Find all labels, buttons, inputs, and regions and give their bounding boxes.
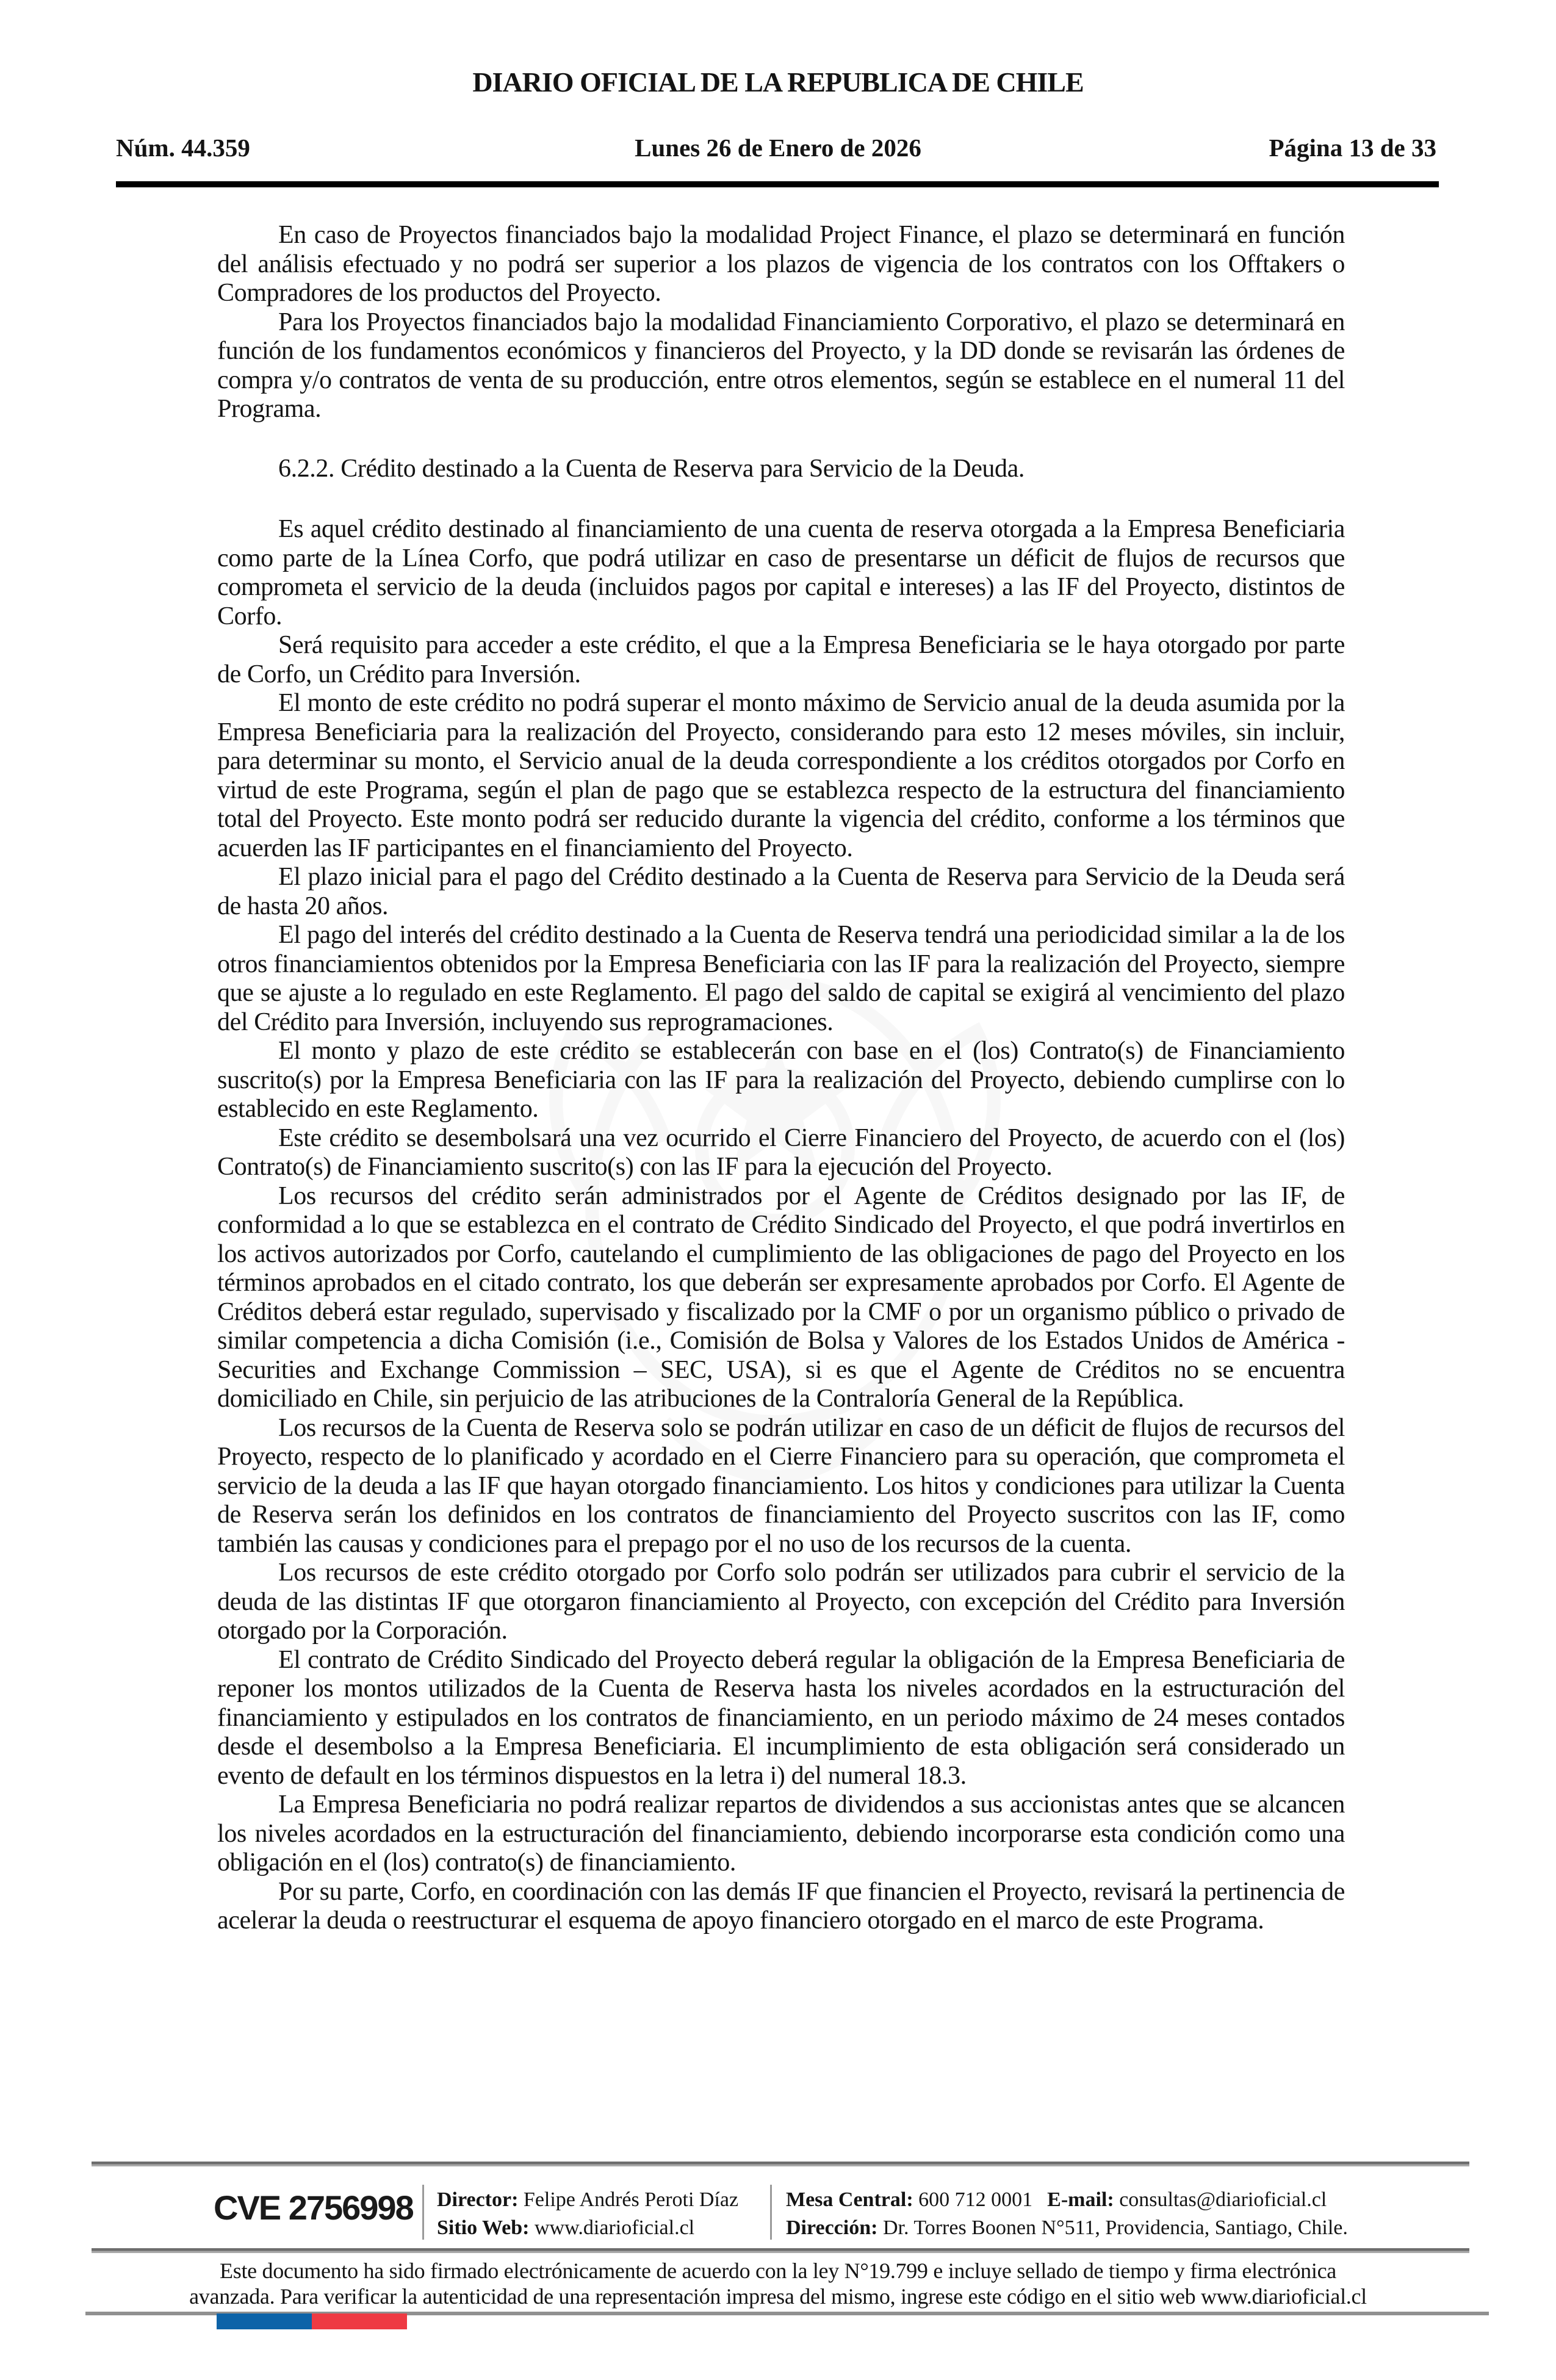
paragraph: Los recursos de la Cuenta de Reserva solo se podrán utilizar en caso de un déficit de flujos de recursos del Proyecto, respecto de lo planificado y acordado en el Cierre Financiero para su operación, que comprometa el servicio de la deuda a las IF que hayan otorgado financiamiento. Los hitos y condiciones para utilizar la Cuenta de Reserva serán los definidos en los contratos de financiamiento del Proyecto suscritos con las IF, como también las causas y condiciones para el prepago por el no uso de los recursos de la cuenta. xyxy=(217,1413,1345,1558)
website-line xyxy=(437,2214,738,2242)
disclaimer-line-2: avanzada. Para verificar la autenticidad de una representación impresa del mismo, ingrese este código en el sitio web www.diarioficial.cl xyxy=(189,2284,1367,2309)
paragraph: Para los Proyectos financiados bajo la modalidad Financiamiento Corporativo, el plazo se determinará en función de los fundamentos económicos y financieros del Proyecto, y la DD donde se revisarán las órdenes de compra y/o contratos de venta de su producción, entre otros elementos, según se establece en el numeral 11 del Programa. xyxy=(217,308,1345,423)
director-name: Felipe Andrés Peroti Díaz xyxy=(523,2188,739,2211)
paragraph: Este crédito se desembolsará una vez ocurrido el Cierre Financiero del Proyecto, de acuerdo con el (los) Contrato(s) de Financiamiento suscrito(s) con las IF para la ejecución del Proyecto. xyxy=(217,1123,1345,1181)
paragraph: Los recursos de este crédito otorgado por Corfo solo podrán ser utilizados para cubrir el servicio de la deuda de las distintas IF que otorgaron financiamiento al Proyecto, con excepción del Crédito para Inversión otorgado por la Corporación. xyxy=(217,1559,1345,1645)
address-line xyxy=(786,2214,1348,2242)
address-value: Dr. Torres Boonen N°511, Providencia, Santiago, Chile. xyxy=(882,2216,1348,2239)
footer-divider xyxy=(422,2185,424,2240)
paragraph: Por su parte, Corfo, en coordinación con las demás IF que financien el Proyecto, revisará la pertinencia de acelerar la deuda o reestructurar el esquema de apoyo financiero otorgado en el marco de este Programa. xyxy=(217,1877,1345,1935)
website-url: www.diarioficial.cl xyxy=(534,2216,695,2239)
header-rule xyxy=(116,181,1439,187)
footer-mid-rule xyxy=(92,2248,1469,2253)
phone-number: 600 712 0001 xyxy=(918,2188,1033,2211)
paragraph: Los recursos del crédito serán administrados por el Agente de Créditos designado por las IF, de conformidad a lo que se establezca en el contrato de Crédito Sindicado del Proyecto, el que podrá invertirlos en los activos autorizados por Corfo, cautelando el cumplimiento de las obligaciones de pago del Proyecto en los términos aprobados en el citado contrato, los que deberán ser expresamente aprobados por Corfo. El Agente de Créditos deberá estar regulado, supervisado y fiscalizado por la CMF o por un organismo público o privado de similar competencia a dicha Comisión (i.e., Comisión de Bolsa y Valores de los Estados Unidos de América - Securities and Exchange Commission – SEC, USA), si es que el Agente de Créditos no se encuentra domiciliado en Chile, sin perjuicio de las atribuciones de la Contraloría General de la República. xyxy=(217,1181,1345,1413)
page-indicator: Página 13 de 33 xyxy=(1269,134,1436,162)
publication-title: DIARIO OFICIAL DE LA REPUBLICA DE CHILE xyxy=(472,67,1084,98)
paragraph: El plazo inicial para el pago del Crédito destinado a la Cuenta de Reserva para Servicio de la Deuda será de hasta 20 años. xyxy=(217,863,1345,920)
issue-date: Lunes 26 de Enero de 2026 xyxy=(635,134,921,162)
paragraph: El monto y plazo de este crédito se establecerán con base en el (los) Contrato(s) de Financiamiento suscrito(s) por la Empresa Beneficiaria con las IF para la realización del Proyecto, debiendo cumplirse con lo establecido en este Reglamento. xyxy=(217,1037,1345,1123)
email-label: E-mail: xyxy=(1047,2188,1114,2211)
director-line xyxy=(437,2186,738,2214)
paragraph: Será requisito para acceder a este crédito, el que a la Empresa Beneficiaria se le haya otorgado por parte de Corfo, un Crédito para Inversión. xyxy=(217,631,1345,688)
footer-divider xyxy=(770,2185,772,2240)
paragraph: El pago del interés del crédito destinado a la Cuenta de Reserva tendrá una periodicidad similar a la de los otros financiamientos obtenidos por la Empresa Beneficiaria con las IF para la realización del Proyecto, siempre que se ajuste a lo regulado en este Reglamento. El pago del saldo de capital se exigirá al vencimiento del plazo del Crédito para Inversión, incluyendo sus reprogramaciones. xyxy=(217,921,1345,1036)
phone-email-line xyxy=(786,2186,1348,2214)
issue-number: Núm. 44.359 xyxy=(116,134,250,162)
email-address: consultas@diarioficial.cl xyxy=(1119,2188,1327,2211)
document-body xyxy=(217,221,1345,1936)
paragraph: El contrato de Crédito Sindicado del Proyecto deberá regular la obligación de la Empresa Beneficiaria de reponer los montos utilizados de la Cuenta de Reserva hasta los niveles acordados en la estructuración del financiamiento y estipulados en los contratos de financiamiento, en un periodo máximo de 24 meses contados desde el desembolso a la Empresa Beneficiaria. El incumplimiento de esta obligación será considerado un evento de default en los términos dispuestos en la letra i) del numeral 18.3. xyxy=(217,1645,1345,1790)
paragraph: La Empresa Beneficiaria no podrá realizar repartos de dividendos a sus accionistas antes que se alcancen los niveles acordados en la estructuración del financiamiento, debiendo incorporarse esta condición como una obligación en el (los) contrato(s) de financiamiento. xyxy=(217,1790,1345,1877)
chile-flag-mark xyxy=(217,2313,407,2329)
paragraph: Es aquel crédito destinado al financiamiento de una cuenta de reserva otorgada a la Empresa Beneficiaria como parte de la Línea Corfo, que podrá utilizar en caso de presentarse un déficit de flujos de recursos que comprometa el servicio de la deuda (incluidos pagos por capital e intereses) a las IF del Proyecto, distintos de Corfo. xyxy=(217,515,1345,630)
footer-top-rule xyxy=(92,2162,1469,2166)
phone-label: Mesa Central: xyxy=(786,2188,913,2211)
website-label: Sitio Web: xyxy=(437,2216,530,2239)
paragraph: El monto de este crédito no podrá superar el monto máximo de Servicio anual de la deuda asumida por la Empresa Beneficiaria para la realización del Proyecto, considerando para esto 12 meses móviles, sin incluir, para determinar su monto, el Servicio anual de la deuda correspondiente a los créditos otorgados por Corfo en virtud de este Programa, según el plan de pago que se establezca respecto de la estructura del financiamiento total del Proyecto. Este monto podrá ser reducido durante la vigencia del crédito, conforme a los términos que acuerden las IF participantes en el financiamiento del Proyecto. xyxy=(217,689,1345,862)
director-label: Director: xyxy=(437,2188,519,2211)
flag-blue-segment xyxy=(217,2313,312,2329)
flag-red-segment xyxy=(312,2313,407,2329)
section-heading: 6.2.2. Crédito destinado a la Cuenta de Reserva para Servicio de la Deuda. xyxy=(278,454,1025,483)
contact-block xyxy=(786,2186,1348,2242)
header-meta-row xyxy=(0,133,1556,165)
disclaimer-line-1: Este documento ha sido firmado electrónicamente de acuerdo con la ley N°19.799 e incluye sellado de tiempo y firma electrónica xyxy=(220,2259,1336,2283)
signature-disclaimer xyxy=(122,2258,1434,2309)
address-label: Dirección: xyxy=(786,2216,878,2239)
paragraph: En caso de Proyectos financiados bajo la modalidad Project Finance, el plazo se determinará en función del análisis efectuado y no podrá ser superior a los plazos de vigencia de los contratos con los Offtakers o Compradores de los productos del Proyecto. xyxy=(217,221,1345,307)
director-block xyxy=(437,2186,738,2242)
cve-code: CVE 2756998 xyxy=(214,2188,413,2227)
